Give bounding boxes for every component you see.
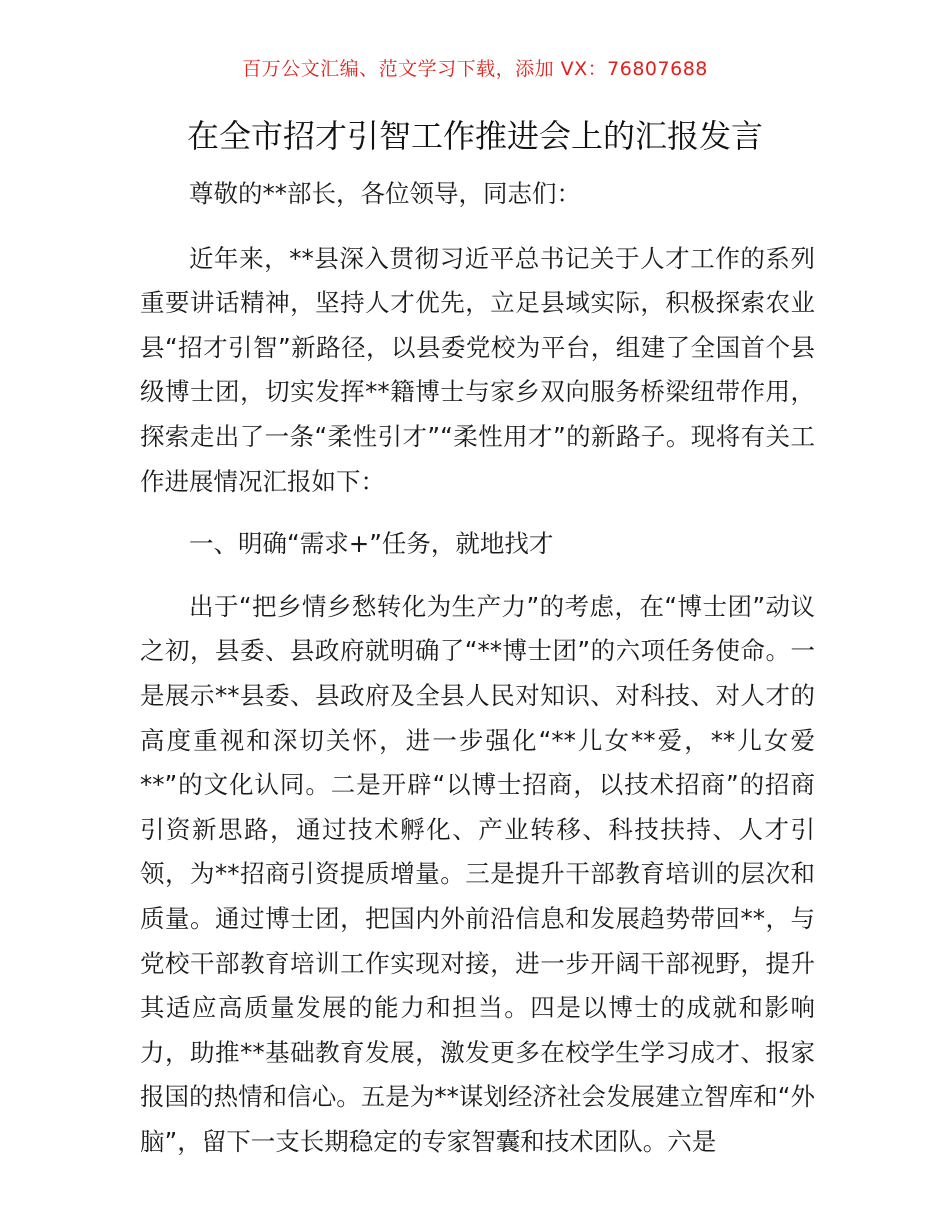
document-title: 在全市招才引智工作推进会上的汇报发言 — [186, 117, 763, 155]
salutation: 尊敬的**部长，各位领导，同志们： — [189, 179, 581, 208]
section-heading: 一、明确“需求+”任务，就地找才 — [189, 529, 554, 559]
paragraph-intro: 近年来，**县深入贯彻习近平总书记关于人才工作的系列重要讲话精神，坚持人才优先，立足县域实际，积极探索农业县“招才引智”新路径，以县委党校为平台，组建了全国首个县级博士团，切实发挥**籍博士与家乡双向服务桥梁纽带作用，探索走出了一条“柔性引才”“柔性用才”的新路子。现将有关工作进展情况汇报如下： — [140, 243, 815, 496]
header-banner: 百万公文汇编、范文学习下载，添加 VX：76807688 — [242, 58, 708, 80]
document-body — [140, 172, 815, 1182]
paragraph-section-1: 出于“把乡情乡愁转化为生产力”的考虑，在“博士团”动议之初，县委、县政府就明确了“**博士团”的六项任务使命。一是展示**县委、县政府及全县人民对知识、对科技、对人才的高度重视和深切关怀，进一步强化“**儿女**爱，**儿女爱**”的文化认同。二是开辟“以博士招商，以技术招商”的招商引资新思路，通过技术孵化、产业转移、科技扶持、人才引领，为**招商引资提质增量。三是提升干部教育培训的层次和质量。通过博士团，把国内外前沿信息和发展趋势带回**，与党校干部教育培训工作实现对接，进一步开阔干部视野，提升其适应高质量发展的能力和担当。四是以博士的成就和影响力，助推**基础教育发展，激发更多在校学生学习成才、报家报国的热情和信心。五是为**谋划经济社会发展建立智库和“外脑”，留下一支长期稳定的专家智囊和技术团队。六是 — [140, 591, 815, 1156]
